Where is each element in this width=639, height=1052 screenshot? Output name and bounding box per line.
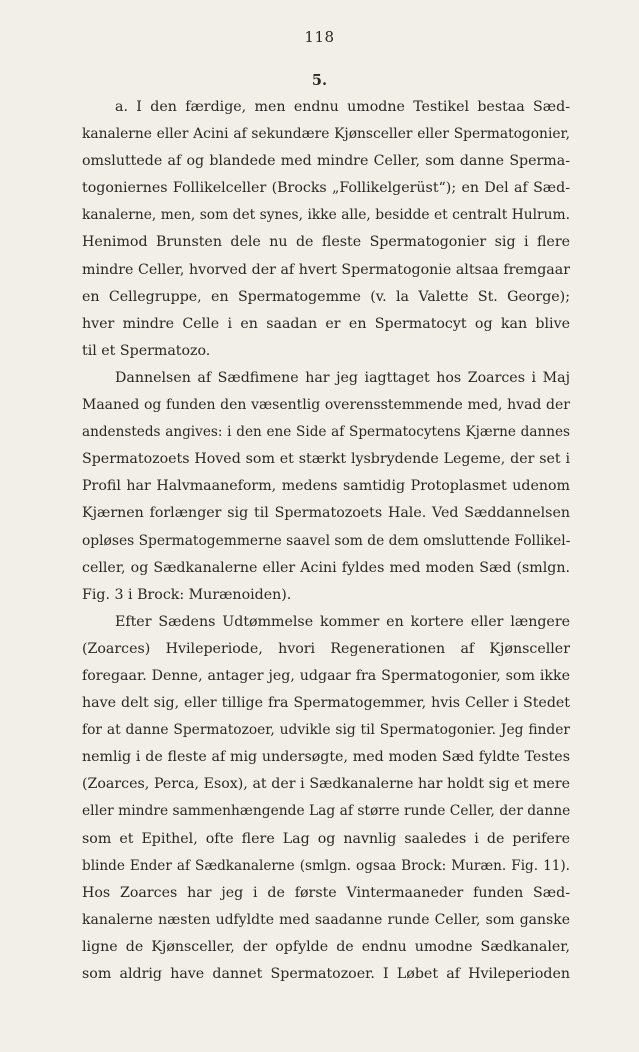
- text-line: Maaned og funden den væsentlig overensstemmende med, hvad der: [82, 397, 570, 414]
- text-line: Kjærnen forlænger sig til Spermatozoets Hale. Ved Sæddannelsen: [82, 505, 570, 522]
- text-line: celler, og Sædkanalerne eller Acini fyldes med moden Sæd (smlgn.: [82, 559, 570, 576]
- text-line: til et Spermatozo.: [82, 342, 211, 359]
- text-line: a. I den færdige, men endnu umodne Testikel bestaa Sæd-: [115, 99, 570, 115]
- page-number: 118: [304, 28, 335, 46]
- text-line: nemlig i de fleste af mig undersøgte, med moden Sæd fyldte Testes: [82, 749, 570, 766]
- text-line: have delt sig, eller tillige fra Spermatogemmer, hvis Celler i Stedet: [82, 695, 570, 712]
- text-line: opløses Spermatogemmerne saavel som de dem omsluttende Follikel-: [82, 532, 570, 549]
- text-line: Henimod Brunsten dele nu de fleste Spermatogonier sig i flere: [82, 234, 570, 251]
- text-line: (Zoarces, Perca, Esox), at der i Sædkanalerne har holdt sig et mere: [82, 776, 570, 793]
- text-line: eller mindre sammenhængende Lag af større runde Celler, der danne: [82, 803, 570, 820]
- text-line: Profil har Halvmaaneform, medens samtidig Protoplasmet udenom: [82, 478, 570, 495]
- text-line: kanalerne, men, som det synes, ikke alle, besidde et centralt Hulrum.: [82, 207, 570, 224]
- text-line: Hos Zoarces har jeg i de første Vintermaaneder funden Sæd-: [82, 884, 570, 901]
- text-line: (Zoarces) Hvileperiode, hvori Regenerationen af Kjønsceller: [82, 640, 570, 657]
- text-line: ligne de Kjønsceller, der opfylde de endnu umodne Sædkanaler,: [82, 938, 570, 955]
- text-line: foregaar. Denne, antager jeg, udgaar fra Spermatogonier, som ikke: [82, 667, 570, 684]
- text-line: kanalerne næsten udfyldte med saadanne runde Celler, som ganske: [82, 911, 570, 928]
- text-line: hver mindre Celle i en saadan er en Spermatocyt og kan blive: [82, 315, 570, 332]
- text-line: Fig. 3 i Brock: Murænoiden).: [82, 586, 292, 603]
- text-line: togoniernes Follikelceller (Brocks „Follikelgerüst“); en Del af Sæd-: [82, 180, 570, 197]
- text-line: Efter Sædens Udtømmelse kommer en kortere eller længere: [115, 613, 570, 630]
- text-line: kanalerne eller Acini af sekundære Kjønsceller eller Spermatogonier,: [82, 126, 570, 143]
- text-line: Dannelsen af Sædfimene har jeg iagttaget hos Zoarces i Maj: [115, 369, 570, 386]
- text-line: som aldrig have dannet Spermatozoer. I Løbet af Hvileperioden: [82, 966, 570, 982]
- text-line: Spermatozoets Hoved som et stærkt lysbrydende Legeme, der set i: [82, 451, 570, 468]
- text-line: blinde Ender af Sædkanalerne (smlgn. ogsaa Brock: Muræn. Fig. 11).: [82, 857, 570, 874]
- text-line: andensteds angives: i den ene Side af Spermatocytens Kjærne dannes: [82, 424, 570, 441]
- text-line: omsluttede af og blandede med mindre Celler, som danne Sperma-: [82, 153, 570, 170]
- body-text: [82, 94, 570, 988]
- text-line: en Cellegruppe, en Spermatogemme (v. la Valette St. George);: [82, 288, 570, 305]
- section-number: 5.: [311, 72, 328, 89]
- text-line: for at danne Spermatozoer, udvikle sig til Spermatogonier. Jeg finder: [82, 722, 570, 739]
- text-line: mindre Celler, hvorved der af hvert Spermatogonie altsaa fremgaar: [82, 261, 570, 278]
- text-line: som et Epithel, ofte flere Lag og navnlig saaledes i de perifere: [82, 830, 570, 847]
